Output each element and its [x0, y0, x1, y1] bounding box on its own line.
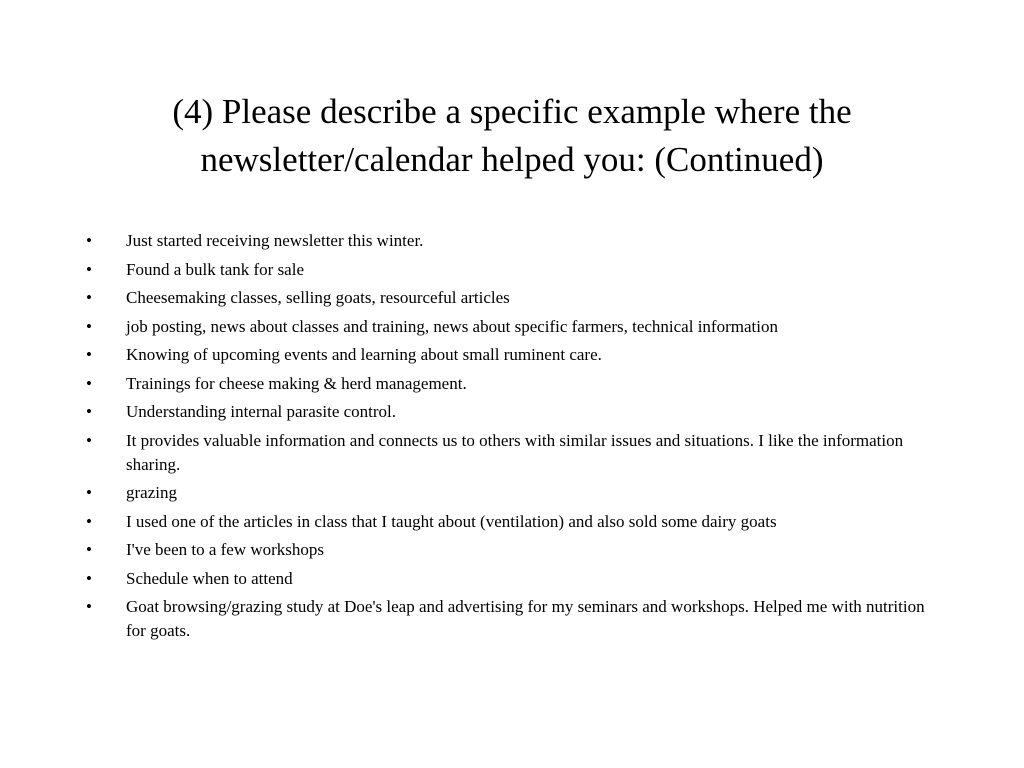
- response-text: Cheesemaking classes, selling goats, resourceful articles: [126, 288, 510, 307]
- response-item: [86, 315, 936, 339]
- response-item: [86, 481, 936, 505]
- response-item: [86, 229, 936, 253]
- response-item: [86, 429, 936, 477]
- bullet-icon: •: [86, 402, 92, 421]
- response-item: [86, 343, 936, 367]
- response-text: job posting, news about classes and training, news about specific farmers, technical information: [126, 316, 778, 336]
- bullet-icon: •: [86, 288, 92, 307]
- response-item: [86, 538, 936, 562]
- response-item: [86, 510, 936, 534]
- response-list: [86, 229, 936, 648]
- bullet-icon: •: [86, 540, 92, 559]
- bullet-icon: •: [86, 231, 92, 250]
- response-text: It provides valuable information and connects us to others with similar issues and situations. I like the information sharing.: [126, 430, 904, 474]
- slide-title-line: (4) Please describe a specific example where the: [172, 92, 852, 131]
- response-item: [86, 567, 936, 591]
- response-text: Found a bulk tank for sale: [126, 259, 304, 279]
- bullet-icon: •: [86, 373, 92, 393]
- bullet-icon: •: [86, 430, 92, 450]
- bullet-icon: •: [86, 345, 92, 364]
- slide-title-line: newsletter/calendar helped you: (Continued): [200, 140, 824, 179]
- response-text: Understanding internal parasite control.: [126, 402, 397, 421]
- slide-title: [60, 88, 964, 184]
- bullet-icon: •: [86, 597, 92, 616]
- bullet-icon: •: [86, 316, 92, 336]
- response-text: grazing: [126, 483, 177, 502]
- response-item: [86, 372, 936, 396]
- bullet-icon: •: [86, 483, 92, 502]
- response-item: [86, 400, 936, 424]
- response-text: Schedule when to attend: [126, 568, 293, 588]
- response-item: [86, 258, 936, 282]
- bullet-icon: •: [86, 259, 92, 279]
- response-text: Just started receiving newsletter this winter.: [126, 231, 424, 250]
- response-text: I used one of the articles in class that I taught about (ventilation) and also sold some dairy goats: [126, 511, 777, 531]
- response-text: Knowing of upcoming events and learning about small ruminent care.: [126, 345, 602, 364]
- response-text: Goat browsing/grazing study at Doe's leap and advertising for my seminars and workshops. Helped me with nutrition for goats.: [126, 597, 925, 640]
- response-text: Trainings for cheese making & herd management.: [126, 373, 467, 393]
- bullet-icon: •: [86, 511, 92, 531]
- response-item: [86, 286, 936, 310]
- response-item: [86, 595, 936, 643]
- bullet-icon: •: [86, 568, 92, 588]
- response-text: I've been to a few workshops: [126, 540, 325, 559]
